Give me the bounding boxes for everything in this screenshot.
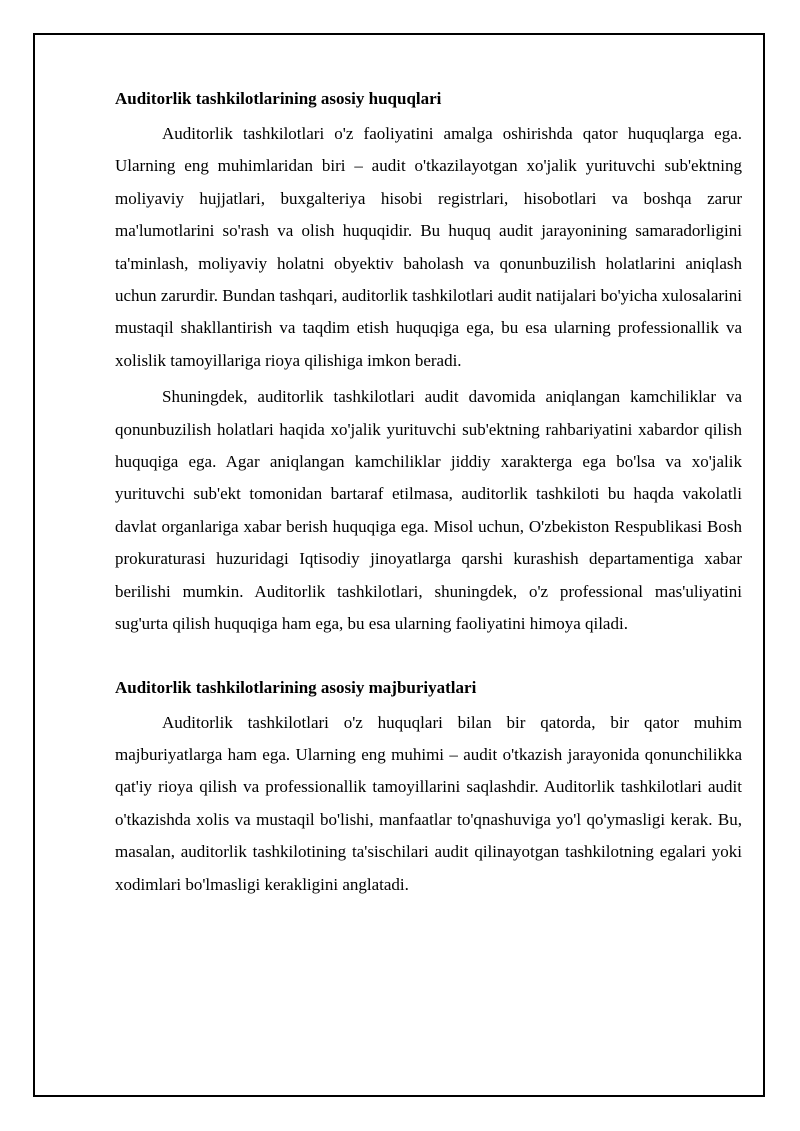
section-heading-obligations: Auditorlik tashkilotlarining asosiy majburiyatlari <box>115 677 477 697</box>
section-heading-rights: Auditorlik tashkilotlarining asosiy huquqlari <box>115 89 442 108</box>
document-body <box>115 86 742 901</box>
paragraph-rights-2: Shuningdek, auditorlik tashkilotlari audit davomida aniqlangan kamchiliklar va qonunbuzilish holatlari haqida xo'jalik yurituvchi sub'ektning rahbariyatini xabardor qilish huquqiga ega. Agar aniqlangan kamchiliklar jiddiy xarakterga ega bo'lsa va xo'jalik yurituvchi sub'ekt tomonidan bartaraf etilmasa, auditorlik tashkiloti bu haqda vakolatli davlat organlariga xabar berish huquqiga ega. Misol uchun, O'zbekiston Respublikasi Bosh prokuraturasi huzuridagi Iqtisodiy jinoyatlarga qarshi kurashish departamentiga xabar berilishi mumkin. Auditorlik tashkilotlari, shuningdek, o'z professional mas'uliyatini sug'urta qilish huquqiga ham ega, bu esa ularning faoliyatini himoya qiladi. <box>115 387 742 634</box>
paragraph-rights-1: Auditorlik tashkilotlari o'z faoliyatini amalga oshirishda qator huquqlarga ega. Ularning eng muhimlaridan biri – audit o'tkazilayotgan xo'jalik yurituvchi sub'ektning moliyaviy hujjatlari, buxgalteriya hisobi registrlari, hisobotlari va boshqa zarur ma'lumotlarini so'rash va olish huquqidir. Bu huquq audit jarayonining samaradorligini ta'minlash, moliyaviy holatni obyektiv baholash va qonunbuzilish holatlarini aniqlash uchun zarurdir. Bundan tashqari, auditorlik tashkilotlari audit natijalari bo'yicha xulosalarini mustaqil shakllantirish va taqdim etish huquqiga ega, bu esa ularning professionallik va xolislik tamoyillariga rioya qilishiga imkon beradi. <box>115 124 742 370</box>
paragraph-obligations-1: Auditorlik tashkilotlari o'z huquqlari bilan bir qatorda, bir qator muhim majburiyatlarga ham ega. Ularning eng muhimi – audit o'tkazish jarayonida qonunchilikka qat'iy rioya qilish va professionallik tamoyillarini saqlashdir. Auditorlik tashkilotlari audit o'tkazishda xolis va mustaqil bo'lishi, manfaatlar to'qnashuviga yo'l qo'ymasligi kerak. Bu, masalan, auditorlik tashkilotining ta'sischilari audit qilinayotgan tashkilotning egalari yoki xodimlari bo'lmasligi kerakligini anglatadi. <box>115 712 742 894</box>
